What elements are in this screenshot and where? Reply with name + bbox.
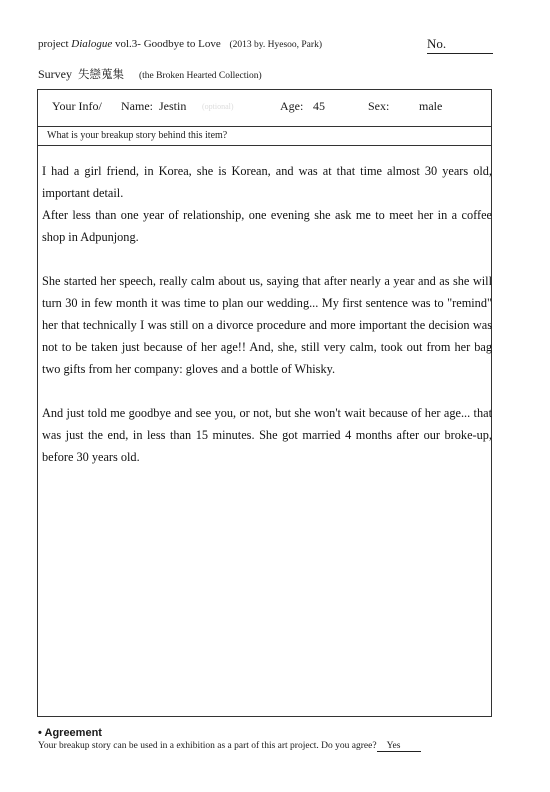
survey-label: Survey <box>38 67 72 81</box>
info-section-label: Your Info/ <box>52 99 102 113</box>
age-label: Age: <box>280 99 304 113</box>
survey-subtitle: (the Broken Hearted Collection) <box>139 71 262 81</box>
survey-form <box>37 89 492 717</box>
name-label: Name: <box>121 99 153 113</box>
name-value: Jestin <box>159 99 187 113</box>
story-question: What is your breakup story behind this item? <box>38 127 491 146</box>
story-paragraph: She started her speech, really calm about us, saying that after nearly a year and as she will turn 30 in few month it was time to plan our wedding... My first sentence was to "remind" her that technically I was still on a divorce procedure and more important the decision was not to be taken just because of her age!! And, she, still very calm, took out from her bag two gifts from her company: gloves and a bottle of Whisky. <box>42 274 492 376</box>
agreement-line <box>38 741 421 752</box>
agreement-answer: Yes <box>377 741 421 752</box>
sex-label: Sex: <box>368 99 390 113</box>
agreement-question: Your breakup story can be used in a exhibition as a part of this art project. Do you agree? <box>38 741 377 751</box>
number-field: No. <box>427 36 493 54</box>
story-paragraph: I had a girl friend, in Korea, she is Korean, and was at that time almost 30 years old, important detail. <box>42 164 492 200</box>
story-text <box>42 160 492 490</box>
project-prefix: project <box>38 38 69 50</box>
info-row <box>38 90 491 127</box>
project-subtitle: vol.3- Goodbye to Love <box>115 38 221 50</box>
project-header <box>38 38 322 50</box>
story-paragraph: And just told me goodbye and see you, or not, but she won't wait because of her age... that was just the end, in less than 15 minutes. She got married 4 months after our broke-up, before 30 years old. <box>42 406 492 464</box>
agreement-title: • Agreement <box>38 727 102 739</box>
project-title: Dialogue <box>71 38 113 50</box>
survey-heading <box>38 66 262 82</box>
sex-value: male <box>419 99 443 113</box>
survey-cjk-title: 失戀蒐集 <box>78 67 124 81</box>
name-optional-hint: (optional) <box>202 102 234 111</box>
age-value: 45 <box>313 99 325 113</box>
project-credit: (2013 by. Hyesoo, Park) <box>229 40 322 50</box>
story-paragraph: After less than one year of relationship, one evening she ask me to meet her in a coffee shop in Adpunjong. <box>42 208 492 244</box>
